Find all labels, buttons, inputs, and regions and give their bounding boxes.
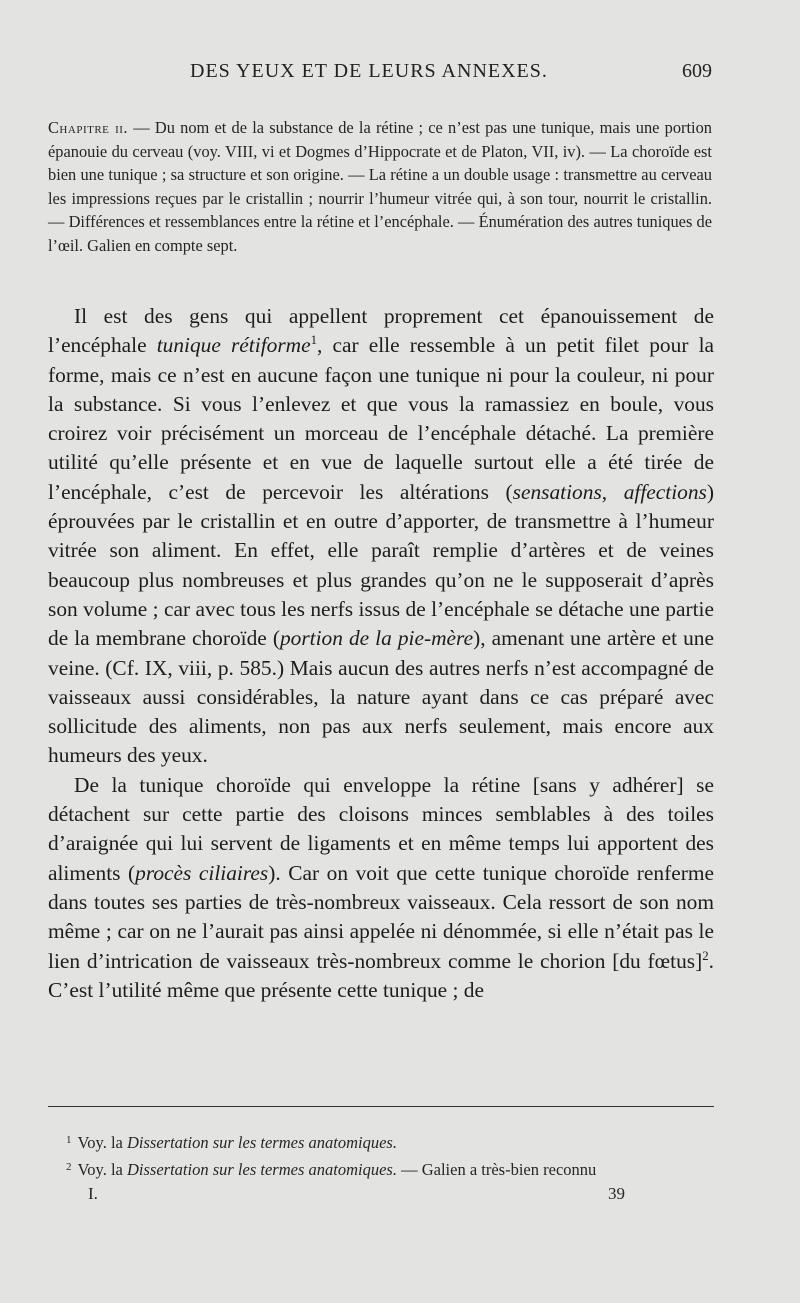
italic-term: tunique rétiforme	[156, 333, 311, 358]
text-run: ) éprouvées par le cristallin et en outre d’apporter, de transmettre à l’humeur vitrée son aliment. En effet, elle paraît remplie d’artères et de veines beaucoup plus nombreuses et plus grandes qu’on ne le supposerait d’après son volume ; car avec tous les nerfs issus de l’encéphale se détache une partie de la membrane choroïde (	[48, 479, 714, 651]
chapter-label: Chapitre ii.	[48, 118, 129, 137]
footnote-divider	[48, 1106, 714, 1107]
main-text	[48, 302, 714, 1005]
footnotes	[48, 1128, 714, 1182]
text-run: ). Car on voit que cette tunique choroïde renferme dans toutes ses parties de très-nombreux vaisseaux. Cela ressort de son nom même ; car on ne l’aurait pas ainsi appelée ni dénommée, si elle n’était pas le lien d’intrication de vaisseaux très-nombreux comme le chorion [du fœtus]	[48, 860, 714, 973]
text-run: Il est des gens qui appellent proprement cet épanouissement de l’encéphale	[48, 304, 714, 358]
paragraph-1	[48, 302, 714, 771]
footnote-mark: 1	[66, 1134, 72, 1146]
chapter-summary-text: — Du nom et de la substance de la rétine ; ce n’est pas une tunique, mais une portion épanouie du cerveau (voy. VIII, vi et Dogmes d’Hippocrate et de Platon, VII, iv). — La choroïde est bien une tunique ; sa structure et son origine. — La rétine a un double usage : transmettre au cerveau les impressions reçues par le cristallin ; nourrir l’humeur vitrée qui, à son tour, nourrit le cristallin. — Différences et ressemblances entre la rétine et l’encéphale. — Énumération des autres tuniques de l’œil. Galien en compte sept.	[48, 118, 712, 255]
chapter-summary	[48, 116, 712, 257]
text-run: ), amenant une artère et une veine. (Cf. IX, viii, p. 585.) Mais aucun des autres nerfs n’est accompagné de vaisseaux aussi considérables, la nature ayant dans ce cas préparé avec sollicitude des aliments, non pas aux nerfs seulement, mais encore aux humeurs des yeux.	[48, 626, 714, 768]
text-run: , car elle ressemble à un petit filet pour la forme, mais ce n’est en aucune façon une tunique ni pour la couleur, ni pour la substance. Si vous l’enlevez et que vous la ramassiez en boule, vous croirez voir précisément un morceau de l’encéphale détaché. La première utilité qu’elle présente et en vue de laquelle surtout elle a été tirée de l’encéphale, c’est de percevoir les altérations (	[48, 333, 715, 504]
footnote-title: Dissertation sur les termes anatomiques.	[127, 1133, 397, 1152]
paragraph-2	[48, 771, 714, 1005]
page-number: 609	[682, 60, 712, 82]
footnote-ref: 2	[702, 948, 709, 963]
italic-term: procès ciliaires	[135, 860, 269, 885]
italic-term: portion de la pie-mère	[279, 626, 474, 651]
text-run: . C’est l’utilité même que présente cette tunique ; de	[48, 948, 714, 1002]
footnote-text: Voy. la	[77, 1160, 127, 1179]
italic-term: sensations	[512, 479, 602, 504]
footnote-mark: 2	[66, 1161, 72, 1173]
footnote-text: — Galien a très-bien reconnu	[396, 1160, 597, 1179]
volume-mark: I.	[88, 1184, 98, 1203]
footnote-ref: 1	[310, 333, 318, 348]
text-run: De la tunique choroïde qui enveloppe la rétine [sans y adhérer] se détachent sur cette partie des cloisons minces semblables à des toiles d’araignée qui lui servent de ligaments et en même temps lui apportent des aliments (	[48, 772, 714, 885]
footnote-1	[48, 1128, 714, 1155]
footnote-title: Dissertation sur les termes anatomiques.	[127, 1160, 397, 1179]
footnote-2	[48, 1155, 714, 1182]
running-title: DES YEUX ET DE LEURS ANNEXES.	[190, 60, 548, 82]
italic-term: affections	[623, 479, 707, 504]
text-run: ,	[601, 479, 624, 504]
signature-line	[48, 1184, 714, 1208]
signature-number: 39	[608, 1184, 625, 1203]
footnote-text: Voy. la	[77, 1133, 127, 1152]
page-header	[48, 56, 712, 90]
